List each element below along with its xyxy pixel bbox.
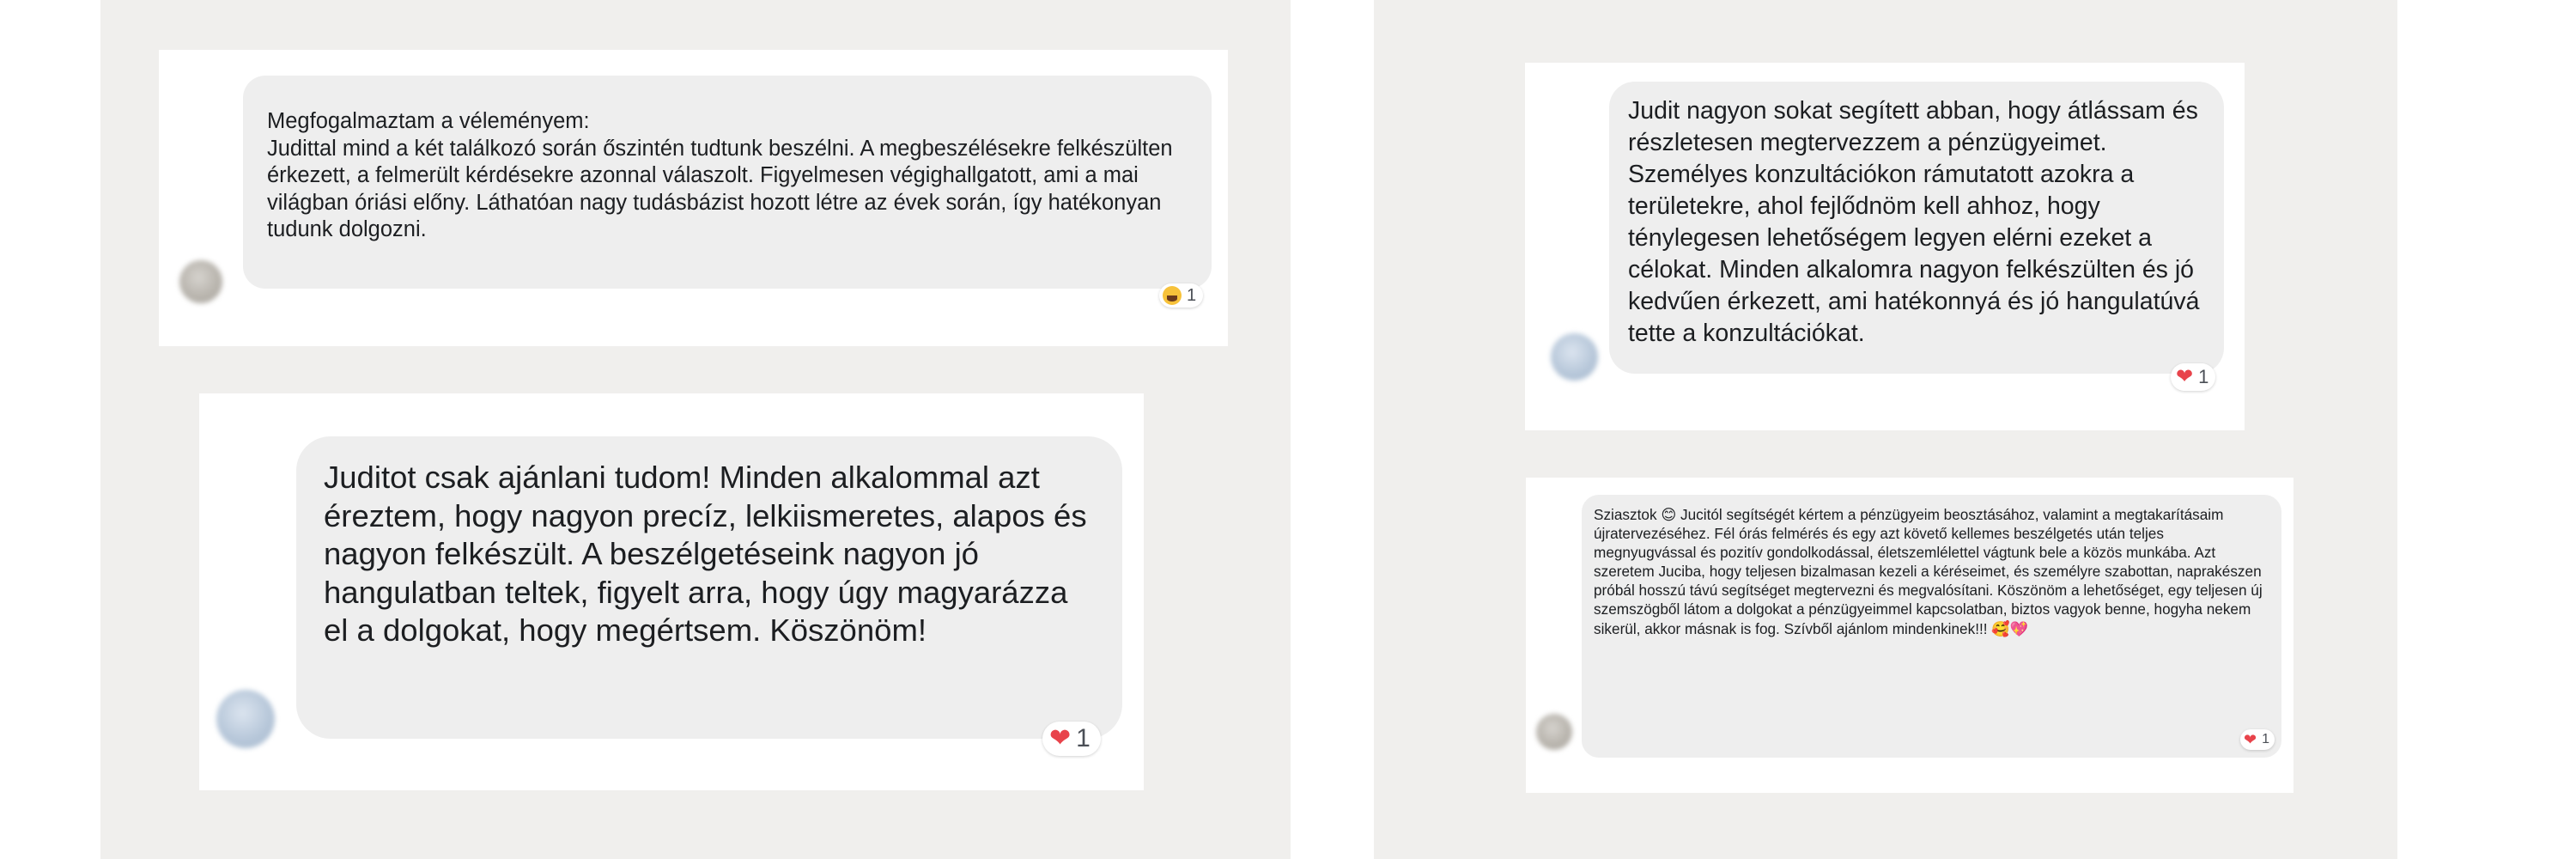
review-card-2 — [199, 393, 1144, 790]
comment-text: Megfogalmaztam a véleményem: Judittal mind a két találkozó során őszintén tudtunk beszélni. A megbeszélésekre felkészülten érkezett, a felmerült kérdésekre azonnal válaszolt. Figyelmesen végighallgatott, ami a mai világban óriási előny. Láthatóan nagy tudásbázist hozott létre az évek során, így hatékonyan tudunk dolgozni. — [267, 109, 1173, 241]
reaction-badge[interactable] — [2240, 729, 2275, 750]
comment-text: Sziasztok 😊 Jucitól segítségét kértem a pénzügyeim beosztásához, valamint a megtakarításaim újratervezéséhez. Fél órás felmérés és egy azt követő kellemes beszélgetés után teljes megnyugvással és pozitív gondolkodással, életszemlélettel vágtunk bele a közös munkába. Azt szeretem Juciba, hogy teljesen bizalmasan kezeli a kéréseimet, és személyre szabottan, naprakészen próbál hosszú távú segítséget megtervezni és megvalósítani. Köszönöm a lehetőséget, egy teljesen új szemszögből látom a dolgokat a pénzügyeimmel kapcsolatban, biztos vagyok benne, hogyha nekem sikerül, akkor másnak is fog. Szívből ajánlom mindenkinek!!! 🥰💖 — [1594, 506, 2267, 637]
reaction-count: 1 — [1076, 724, 1091, 752]
comment-bubble — [1609, 82, 2224, 374]
review-card-3 — [1525, 63, 2245, 430]
review-card-4 — [1526, 478, 2293, 793]
reviewer-avatar — [216, 690, 275, 748]
comment-bubble — [1582, 495, 2281, 758]
heart-icon: ❤ — [1049, 724, 1072, 752]
heart-icon: ❤ — [2244, 731, 2257, 748]
heart-icon: ❤ — [2176, 365, 2194, 388]
reaction-count: 1 — [1187, 285, 1197, 305]
reaction-badge[interactable] — [2171, 363, 2215, 391]
reviewer-avatar — [1536, 714, 1572, 750]
reaction-badge[interactable] — [1042, 722, 1101, 756]
reviewer-avatar — [179, 260, 222, 303]
comment-bubble — [243, 76, 1212, 289]
review-card-1 — [159, 50, 1228, 346]
laugh-emoji-icon — [1163, 286, 1182, 305]
reaction-count: 1 — [2262, 732, 2269, 746]
comment-text: Juditot csak ajánlani tudom! Minden alkalommal azt éreztem, hogy nagyon precíz, lelkiismeretes, alapos és nagyon felkészült. A beszélgetéseink nagyon jó hangulatban teltek, figyelt arra, hogy úgy magyarázza el a dolgokat, hogy megértsem. Köszönöm! — [324, 460, 1096, 648]
reaction-count: 1 — [2198, 366, 2209, 387]
comment-text: Judit nagyon sokat segített abban, hogy átlássam és részletesen megtervezzem a pénzügyeimet. Személyes konzultációkon rámutatott azokra a területekre, ahol fejlődnöm kell ahhoz, hogy ténylegesen lehetőségem legyen elérni ezeket a célokat. Minden alkalomra nagyon felkészülten és jó kedvűen érkezett, ami hatékonnyá és jó hangulatúvá tette a konzultációkat. — [1628, 97, 2207, 347]
reviewer-avatar — [1551, 333, 1598, 381]
reaction-badge[interactable] — [1159, 283, 1203, 308]
comment-bubble — [296, 436, 1122, 739]
